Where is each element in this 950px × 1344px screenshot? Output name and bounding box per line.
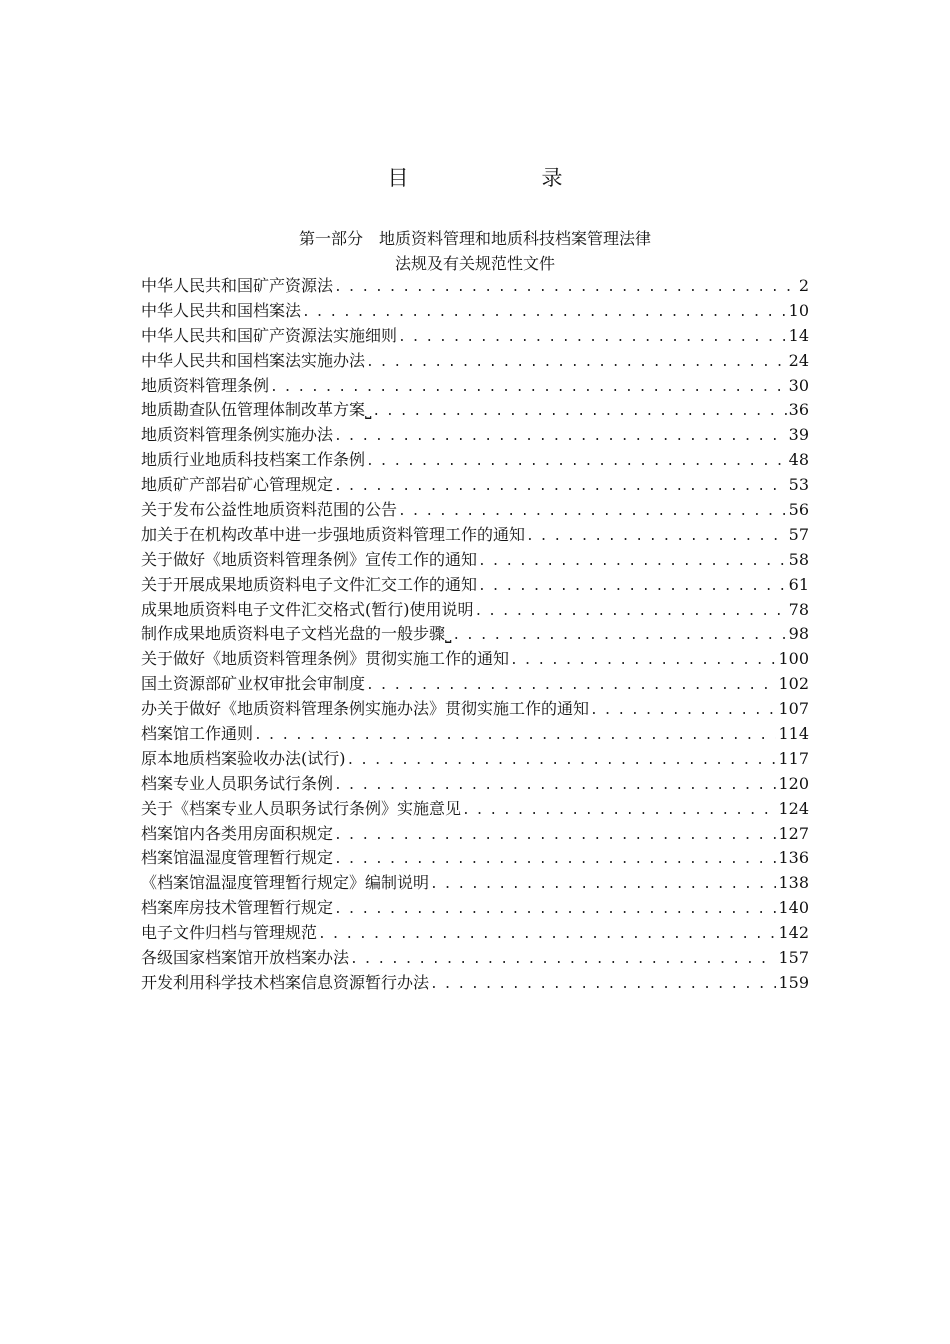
toc-entry-page-number: 30 [788,375,809,395]
toc-entry-page-number: 39 [788,425,809,445]
toc-entry-title: 关于《档案专业人员职务试行条例》实施意见 [141,798,462,818]
toc-entry[interactable] [141,398,809,423]
toc-entry-page-number: 53 [788,475,809,495]
toc-entry-title: 档案馆温湿度管理暂行规定 [141,848,334,868]
toc-entry-title: 中华人民共和国矿产资源法实施细则 [141,325,398,345]
dot-leader [366,351,787,376]
toc-entry-page-number: 56 [788,500,809,520]
toc-entry[interactable] [141,797,809,822]
dot-leader [526,525,787,550]
toc-entry[interactable] [141,971,809,996]
part-heading [0,226,950,276]
toc-entry-page-number: 57 [788,524,809,544]
part-heading-line-2: 法规及有关规范性文件 [394,254,555,273]
dot-leader [398,500,787,525]
dot-leader [452,624,786,649]
toc-entry[interactable] [141,548,809,573]
toc-entry-page-number: 100 [778,649,809,669]
toc-entry-title: 关于做好《地质资料管理条例》宣传工作的通知 [141,549,478,569]
dot-leader [254,724,776,749]
toc-entry[interactable] [141,423,809,448]
dot-leader [334,276,797,301]
toc-entry[interactable] [141,448,809,473]
dot-leader [478,550,787,575]
toc-entry-page-number: 10 [788,300,809,320]
toc-entry[interactable] [141,822,809,847]
toc-entry-title: 地质矿产部岩矿心管理规定 [141,475,334,495]
dot-leader [347,749,777,774]
dot-leader [430,973,776,998]
dot-leader [366,450,787,475]
toc-entry-title: 档案馆工作通则 [141,724,254,744]
toc-entry-page-number: 36 [788,400,809,420]
dot-leader [366,674,776,699]
toc-entry-title: 加关于在机构改革中进一步强地质资料管理工作的通知 [141,524,526,544]
toc-entry-title: 开发利用科学技术档案信息资源暂行办法 [141,972,430,992]
toc-entry-title: 地质资料管理条例实施办法 [141,425,334,445]
toc-entry[interactable] [141,349,809,374]
toc-entry[interactable] [141,697,809,722]
dot-leader [590,699,776,724]
dot-leader [334,824,776,849]
toc-entry[interactable] [141,647,809,672]
toc-entry-title: 国土资源部矿业权审批会审制度 [141,674,366,694]
dot-leader [334,425,787,450]
toc-entry-title: 地质行业地质科技档案工作条例 [141,450,366,470]
toc-entry-title: 地质资料管理条例 [141,375,270,395]
toc-entry[interactable] [141,622,809,647]
toc-entry-page-number: 102 [778,674,809,694]
dot-leader [478,575,787,600]
toc-entry[interactable] [141,523,809,548]
toc-entry[interactable] [141,747,809,772]
toc-entry-title: 中华人民共和国矿产资源法 [141,276,334,295]
dot-leader [475,600,787,625]
toc-entry-page-number: 107 [778,699,809,719]
toc-entry[interactable] [141,921,809,946]
toc-entry[interactable] [141,573,809,598]
dot-leader [334,898,776,923]
toc-entry-title: 中华人民共和国档案法实施办法 [141,350,366,370]
toc-entry[interactable] [141,871,809,896]
toc-entry-title: 各级国家档案馆开放档案办法 [141,948,350,968]
page-title: 目 录 [387,166,619,190]
dot-leader [302,301,787,326]
toc-entry[interactable] [141,722,809,747]
dot-leader [510,649,776,674]
toc-entry-page-number: 117 [778,748,809,768]
toc-entry-page-number: 61 [788,574,809,594]
toc-entry-page-number: 138 [778,873,809,893]
toc-entry-title: 成果地质资料电子文件汇交格式(暂行)使用说明 [141,599,474,619]
toc-entry[interactable] [141,498,809,523]
toc-entry-page-number: 58 [788,549,809,569]
toc-entry-title: 档案馆内各类用房面积规定 [141,823,334,843]
part-heading-line-1: 第一部分 地质资料管理和地质科技档案管理法律 [298,229,651,248]
dot-leader [350,948,776,973]
toc-entry-title: 地质勘查队伍管理体制改革方案⎵ [141,400,372,420]
toc-entry-page-number: 78 [788,599,809,619]
toc-entry-title: 档案库房技术管理暂行规定 [141,898,334,918]
dot-leader [334,475,787,500]
dot-leader [462,799,776,824]
dot-leader [270,376,787,401]
toc-entry-title: 制作成果地质资料电子文档光盘的一般步骤⎵ [141,624,452,644]
toc-entry-page-number: 136 [778,848,809,868]
toc-entry[interactable] [141,772,809,797]
toc-entry-page-number: 159 [778,972,809,992]
toc-entry[interactable] [141,324,809,349]
toc-entry[interactable] [141,374,809,399]
dot-leader [372,400,786,425]
dot-leader [318,923,776,948]
toc-entry-page-number: 98 [788,624,809,644]
dot-leader [430,873,776,898]
toc-entry-title: 电子文件归档与管理规范 [141,923,318,943]
dot-leader [334,774,776,799]
toc-entry-page-number: 142 [778,923,809,943]
toc-entry-page-number: 124 [778,798,809,818]
toc-entry-page-number: 14 [788,325,809,345]
toc-entry-title: 关于开展成果地质资料电子文件汇交工作的通知 [141,574,478,594]
toc-entry[interactable] [141,274,809,299]
toc-entry[interactable] [141,598,809,623]
toc-entry[interactable] [141,473,809,498]
toc-entry[interactable] [141,946,809,971]
toc-entry-title: 原本地质档案验收办法(试行) [141,748,346,768]
toc-entry[interactable] [141,846,809,871]
toc-entry-page-number: 140 [778,898,809,918]
toc-entry-title: 档案专业人员职务试行条例 [141,773,334,793]
toc-entry-title: 办关于做好《地质资料管理条例实施办法》贯彻实施工作的通知 [141,699,590,719]
toc-entry[interactable] [141,896,809,921]
toc-entry-title: 关于做好《地质资料管理条例》贯彻实施工作的通知 [141,649,510,669]
toc-entry-title: 关于发布公益性地质资料范围的公告 [141,500,398,520]
toc-entry-page-number: 127 [778,823,809,843]
dot-leader [334,848,776,873]
toc-entry[interactable] [141,672,809,697]
toc-entry-page-number: 157 [778,948,809,968]
toc-entry-page-number: 24 [788,350,809,370]
dot-leader [398,326,787,351]
toc-entry-title: 中华人民共和国档案法 [141,300,302,320]
toc-entry-page-number: 2 [798,276,809,295]
toc-entry-page-number: 120 [778,773,809,793]
toc-entry-title: 《档案馆温湿度管理暂行规定》编制说明 [141,873,430,893]
table-of-contents [141,274,809,996]
toc-entry[interactable] [141,299,809,324]
toc-entry-page-number: 48 [788,450,809,470]
toc-entry-page-number: 114 [778,724,809,744]
